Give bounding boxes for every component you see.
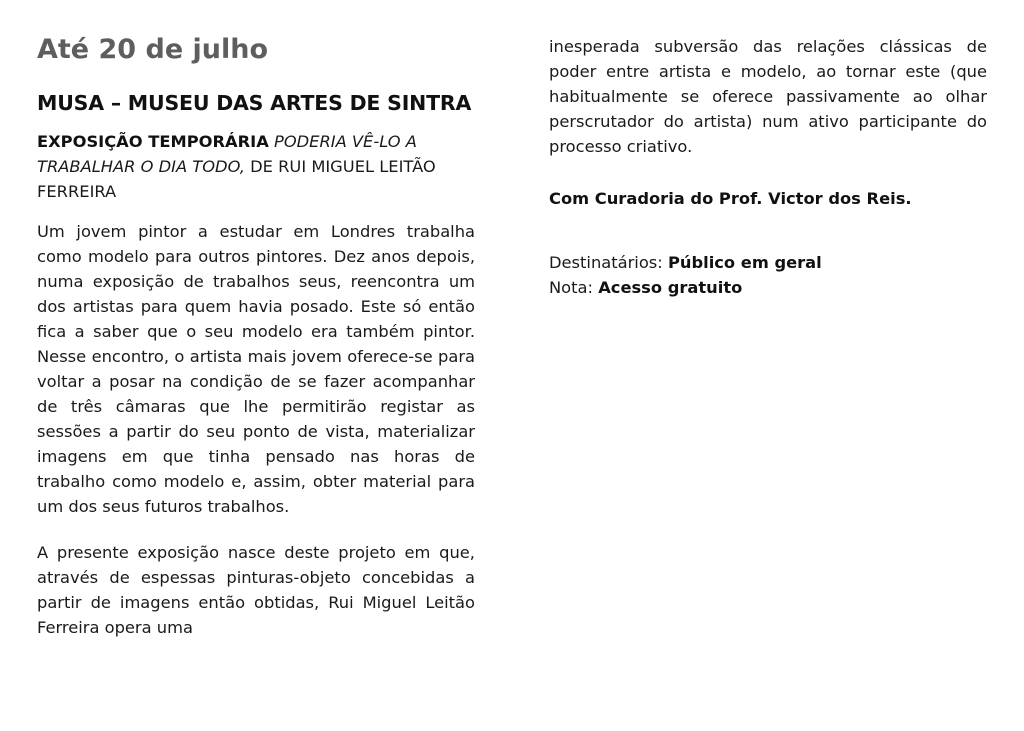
left-column	[37, 30, 475, 640]
exhibition-title: PODERIA VÊ-LO A TRABALHAR O DIA TODO,	[37, 132, 417, 176]
note-label: Nota:	[549, 278, 593, 297]
date-heading: Até 20 de julho	[37, 34, 269, 65]
note-value: Acesso gratuito	[598, 278, 743, 297]
right-column	[549, 34, 987, 300]
audience-line	[549, 250, 987, 275]
description-paragraph-3: inesperada subversão das relações clássicas de poder entre artista e modelo, ao tornar este (que habitualmente se oferece passivamente ao olhar perscrutador do artista) num ativo participante do processo criativo.	[549, 37, 987, 156]
exhibition-line	[37, 129, 475, 204]
description-paragraph-1: Um jovem pintor a estudar em Londres trabalha como modelo para outros pintores. Dez anos depois, numa exposição de trabalhos seus, reencontra um dos artistas para quem havia posado. Este só então fica a saber que o seu modelo era também pintor. Nesse encontro, o artista mais jovem oferece-se para voltar a posar na condição de se fazer acompanhar de três câmaras que lhe permitirão registar as sessões a partir do seu ponto de vista, materializar imagens em que tinha pensado nas horas de trabalho como modelo e, assim, obter material para um dos seus futuros trabalhos.	[37, 222, 475, 516]
audience-value: Público em geral	[667, 253, 822, 272]
exhibition-author: DE RUI MIGUEL LEITÃO FERREIRA	[37, 157, 436, 201]
audience-label: Destinatários:	[549, 253, 663, 272]
note-line	[549, 275, 987, 300]
venue-title: MUSA – MUSEU DAS ARTES DE SINTRA	[37, 91, 472, 115]
exhibition-label: EXPOSIÇÃO TEMPORÁRIA	[37, 132, 269, 151]
curator-line: Com Curadoria do Prof. Victor dos Reis.	[549, 189, 912, 208]
description-paragraph-2: A presente exposição nasce deste projeto em que, através de espessas pinturas-objeto concebidas a partir de imagens então obtidas, Rui Miguel Leitão Ferreira opera uma	[37, 543, 475, 637]
